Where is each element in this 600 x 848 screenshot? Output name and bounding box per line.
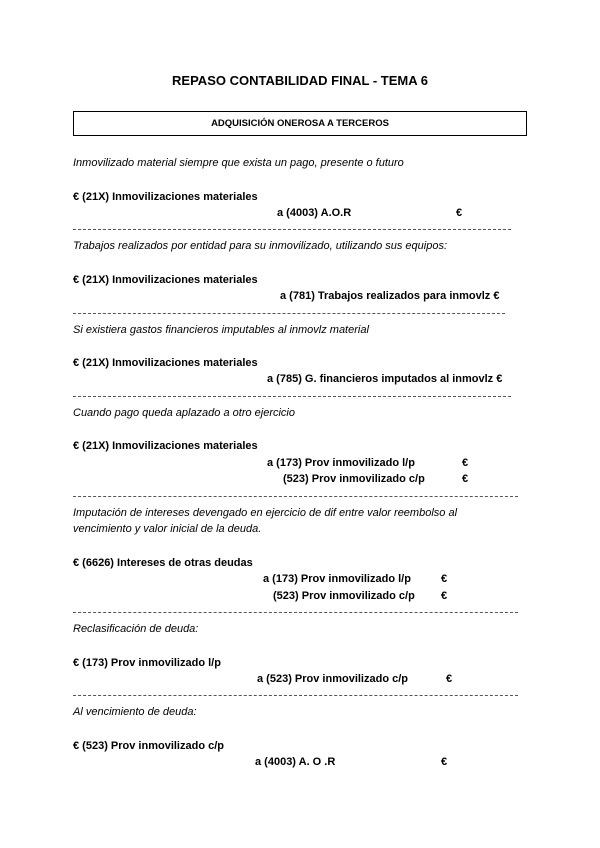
description-text: Imputación de intereses devengado en ejercicio de dif entre valor reembolso al <box>73 507 458 519</box>
euro-amount: € <box>446 673 453 685</box>
journal-credit-line: (523) Prov inmovilizado c/p <box>283 473 425 485</box>
description-text: Al vencimiento de deuda: <box>73 706 197 718</box>
journal-debit-line: € (173) Prov inmovilizado l/p <box>73 657 221 669</box>
description-text: Inmovilizado material siempre que exista un pago, presente o futuro <box>73 157 404 169</box>
journal-debit-line: € (6626) Intereses de otras deudas <box>73 557 253 569</box>
dashed-separator <box>73 313 505 314</box>
journal-credit-line: a (173) Prov inmovilizado l/p <box>267 457 415 469</box>
journal-debit-line: € (21X) Inmovilizaciones materiales <box>73 357 258 369</box>
section-header-box <box>73 111 527 136</box>
page-title: REPASO CONTABILIDAD FINAL - TEMA 6 <box>172 73 428 88</box>
dashed-separator <box>73 612 518 613</box>
dashed-separator <box>73 229 511 230</box>
euro-amount: € <box>462 473 469 485</box>
journal-debit-line: € (21X) Inmovilizaciones materiales <box>73 274 258 286</box>
journal-credit-line: a (4003) A. O .R <box>255 756 336 768</box>
description-text: Trabajos realizados por entidad para su inmovilizado, utilizando sus equipos: <box>73 240 448 252</box>
dashed-separator <box>73 695 518 696</box>
description-text: vencimiento y valor inicial de la deuda. <box>73 523 262 535</box>
journal-credit-line: a (523) Prov inmovilizado c/p <box>257 673 408 685</box>
section-header-text: ADQUISICIÓN ONEROSA A TERCEROS <box>211 118 389 129</box>
journal-credit-line: (523) Prov inmovilizado c/p <box>273 590 415 602</box>
journal-credit-line: a (785) G. financieros imputados al inmovlz € <box>267 373 503 385</box>
journal-debit-line: € (21X) Inmovilizaciones materiales <box>73 191 258 203</box>
euro-amount: € <box>456 207 463 219</box>
journal-credit-line: a (173) Prov inmovilizado l/p <box>263 573 411 585</box>
euro-amount: € <box>441 573 448 585</box>
description-text: Cuando pago queda aplazado a otro ejercicio <box>73 407 295 419</box>
description-text: Si existiera gastos financieros imputables al inmovlz material <box>73 324 369 336</box>
description-text: Reclasificación de deuda: <box>73 623 199 635</box>
dashed-separator <box>73 396 511 397</box>
journal-credit-line: a (781) Trabajos realizados para inmovlz € <box>280 290 500 302</box>
journal-credit-line: a (4003) A.O.R <box>277 207 352 219</box>
journal-debit-line: € (21X) Inmovilizaciones materiales <box>73 440 258 452</box>
journal-debit-line: € (523) Prov inmovilizado c/p <box>73 740 224 752</box>
euro-amount: € <box>441 590 448 602</box>
dashed-separator <box>73 496 518 497</box>
euro-amount: € <box>462 457 469 469</box>
euro-amount: € <box>441 756 448 768</box>
